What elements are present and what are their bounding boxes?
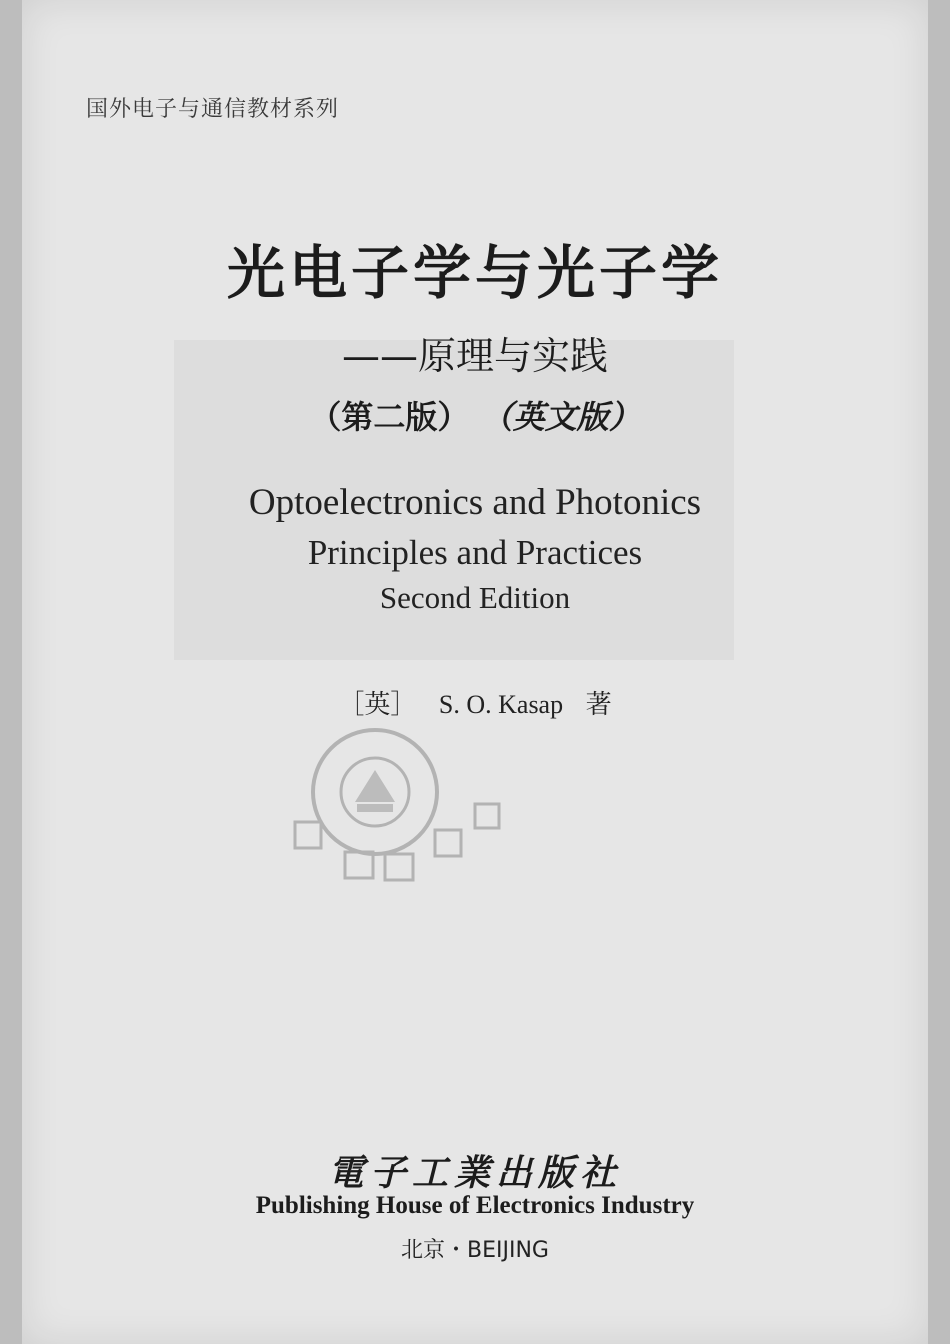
book-subtitle-en: Principles and Practices: [307, 533, 643, 572]
seal-glyph-1: [295, 822, 321, 848]
language-cn: （英文版）: [480, 398, 641, 436]
edition-en: Second Edition: [379, 580, 571, 615]
author-name: S. O. Kasap: [438, 690, 564, 719]
edition-cn: （第二版）: [309, 398, 470, 436]
book-subtitle-cn: ——原理与实践: [341, 334, 608, 378]
series-name: 国外电子与通信教材系列: [86, 97, 340, 122]
library-seal-stamp: [285, 712, 515, 892]
edition-line-cn: [0, 392, 950, 438]
seal-glyph-5: [475, 804, 499, 828]
book-title-en: Optoelectronics and Photonics: [248, 482, 702, 523]
publisher-name-en: Publishing House of Electronics Industry: [255, 1192, 695, 1219]
book-title-cn: 光电子学与光子学: [226, 239, 723, 307]
seal-emblem-base: [357, 804, 393, 812]
seal-glyph-3: [385, 854, 413, 880]
publisher-name-cn: 電子工業出版社: [327, 1152, 622, 1194]
author-role: 著: [585, 690, 612, 719]
page: [22, 0, 928, 1344]
author-country: ［英］: [338, 690, 417, 719]
seal-glyph-4: [435, 830, 461, 856]
seal-glyph-2: [345, 852, 373, 878]
seal-emblem: [355, 770, 395, 802]
publisher-city: 北京・BEIJING: [401, 1238, 549, 1263]
